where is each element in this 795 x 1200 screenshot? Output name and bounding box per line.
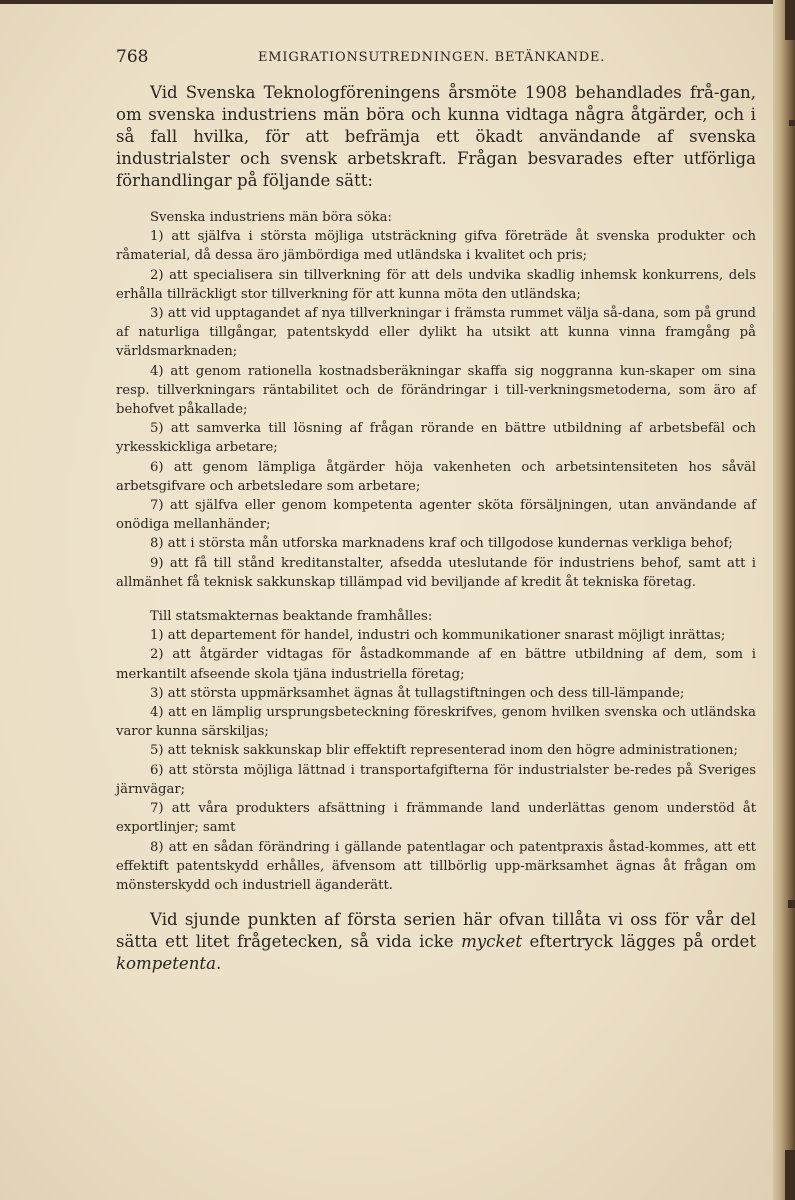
section-lead: Svenska industriens män böra söka:	[150, 210, 392, 225]
list-item: 7) att själfva eller genom kompetenta agenter sköta försäljningen, utan användande af onödiga mellanhänder;	[116, 498, 756, 533]
list-item: 9) att få till stånd kreditanstalter, afsedda uteslutande för industriens behof, samt att i allmänhet få teknisk sakkunskap tillämpad vid beviljande af kredit åt tekniska företag.	[116, 555, 756, 590]
list-item: 4) att en lämplig ursprungsbeteckning föreskrifves, genom hvilken svenska och utländska varor kunna särskiljas;	[116, 705, 756, 740]
list-item: 7) att våra produkters afsättning i främmande land underlättas genom understöd åt exportlinjer; samt	[116, 801, 756, 836]
list-item: 2) att åtgärder vidtagas för åstadkommande af en bättre utbildning af dem, som i merkantilt afseende skola tjäna industriella företag;	[116, 647, 756, 682]
list-item: 8) att en sådan förändring i gällande patentlagar och patentpraxis åstad-kommes, att ett effektift patentskydd erhålles, äfvensom att tillbörlig upp-märksamhet ägnas åt frågan om mönsterskydd och industriell äganderätt.	[116, 839, 756, 893]
page-number: 768	[116, 47, 149, 67]
state-resolutions	[116, 607, 756, 895]
list-item: 4) att genom rationella kostnadsberäkningar skaffa sig noggranna kun-skaper om sina resp. tillverkningars räntabilitet och de förändringar i till-verkningsmetoderna, som äro af behofvet påkallade;	[116, 363, 756, 418]
list-item: 8) att i största mån utforska marknadens kraf och tillgodose kundernas verkliga behof;	[150, 536, 733, 552]
intro-paragraph: Vid Svenska Teknologföreningens årsmöte 1908 behandlades frå-gan, om svenska industriens män böra och kunna vidtaga några åtgärder, och i så fall hvilka, för att befrämja ett ökadt användande af svenska industrialster och svensk arbetskraft. Frågan besvarades efter utförliga förhandlingar på följande sätt:	[116, 83, 756, 190]
closing-text: eftertryck lägges på ordet	[522, 932, 756, 952]
closing-text: Vid sjunde punkten af första serien här ofvan tillåta vi oss för vår del sätta ett litet frågetecken, så vida icke	[116, 910, 756, 952]
list-item: 2) att specialisera sin tillverkning för att dels undvika skadlig inhemsk konkurrens, dels erhålla tillräckligt stor tillverkning för att kunna möta den utländska;	[116, 267, 756, 302]
list-item: 6) att genom lämpliga åtgärder höja vakenheten och arbetsintensiteten hos såväl arbetsgifvare och arbetsledare som arbetare;	[116, 459, 756, 494]
running-header	[116, 49, 756, 71]
list-item: 3) att vid upptagandet af nya tillverkningar i främsta rummet välja så-dana, som på grund af naturliga tillgångar, patentskydd eller dylikt ha utsikt att kunna vinna framgång på världsmarknaden;	[116, 306, 756, 360]
list-item: 3) att största uppmärksamhet ägnas åt tullagstiftningen och dess till-lämpande;	[150, 685, 685, 701]
list-item: 5) att teknisk sakkunskap blir effektift representerad inom den högre administrationen;	[150, 743, 738, 759]
page-top-edge	[0, 0, 795, 4]
list-item: 6) att största möjliga lättnad i transportafgifterna för industrialster be-redes på Sveriges järnvägar;	[116, 762, 756, 797]
emphasis-kompetenta: kompetenta	[116, 954, 216, 974]
list-item: 1) att själfva i största möjliga utsträckning gifva företräde åt svenska produkter och råmaterial, då dessa äro jämbördiga med utländska i kvalitet och pris;	[116, 229, 756, 264]
emphasis-mycket: mycket	[461, 932, 523, 952]
closing-text: .	[215, 954, 222, 974]
closing-paragraph	[116, 909, 756, 975]
list-item: 1) att departement för handel, industri och kommunikationer snarast möjligt inrättas;	[150, 628, 726, 644]
page-body	[116, 82, 756, 975]
running-title: EMIGRATIONSUTREDNINGEN. BETÄNKANDE.	[258, 50, 606, 65]
section-lead: Till statsmakternas beaktande framhålles:	[150, 609, 433, 625]
page-binding-edge	[773, 0, 795, 1200]
industry-resolutions	[116, 208, 756, 592]
list-item: 5) att samverka till lösning af frågan rörande en bättre utbildning af arbetsbefäl och yrkesskickliga arbetare;	[116, 421, 756, 456]
